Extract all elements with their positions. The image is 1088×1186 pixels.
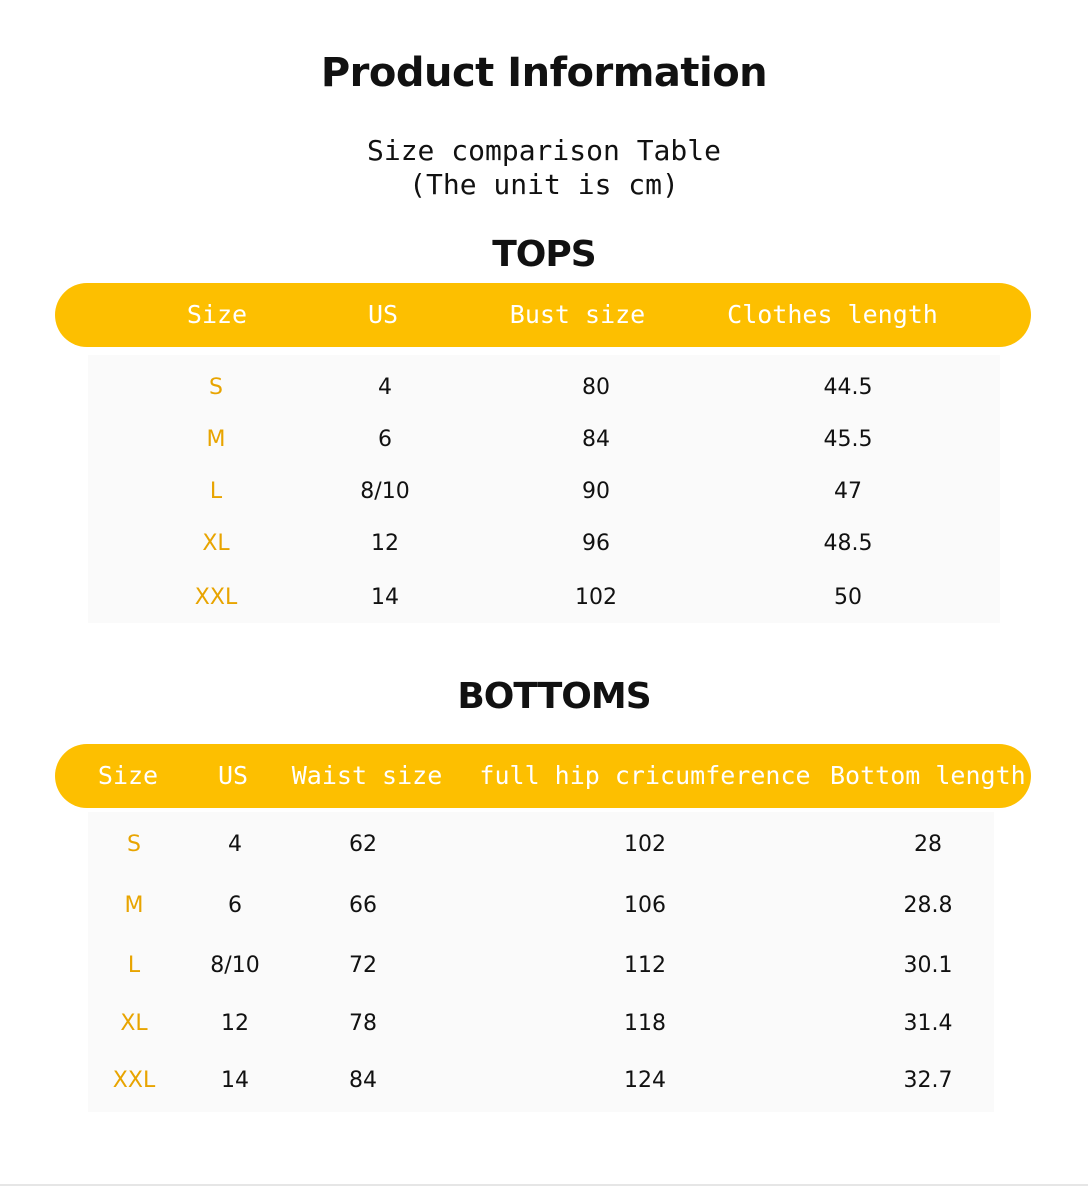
table-cell: 4 (378, 375, 392, 400)
table-cell: 102 (624, 832, 666, 857)
table-cell: 84 (349, 1068, 377, 1093)
page-title: Product Information (320, 50, 768, 96)
bottoms-col-hip: full hip cricumference (479, 761, 811, 790)
bottoms-col-size: Size (97, 761, 159, 790)
size-label: M (206, 427, 226, 452)
table-cell: 90 (582, 479, 610, 504)
table-cell: 80 (582, 375, 610, 400)
bottoms-table-body (88, 812, 994, 1112)
unit-note: (The unit is cm) (409, 168, 679, 201)
size-label: L (127, 953, 141, 978)
tops-table-body (88, 355, 1000, 623)
tops-col-size: Size (186, 300, 248, 329)
tops-col-length: Clothes length (727, 300, 938, 329)
table-cell: 28 (914, 832, 942, 857)
table-cell: 78 (349, 1011, 377, 1036)
tops-heading: TOPS (492, 234, 596, 275)
table-cell: 6 (228, 893, 242, 918)
table-cell: 8/10 (210, 953, 260, 978)
table-cell: 84 (582, 427, 610, 452)
table-cell: 31.4 (903, 1011, 953, 1036)
table-cell: 102 (575, 585, 617, 610)
size-label: S (127, 832, 141, 857)
table-cell: 44.5 (823, 375, 873, 400)
table-cell: 4 (228, 832, 242, 857)
table-cell: 45.5 (823, 427, 873, 452)
size-label: M (124, 893, 144, 918)
table-cell: 6 (378, 427, 392, 452)
table-cell: 72 (349, 953, 377, 978)
bottoms-header-bar (55, 744, 1031, 808)
size-label: XL (120, 1011, 148, 1036)
tops-header-bar (55, 283, 1031, 347)
table-cell: 47 (834, 479, 862, 504)
tops-col-us: US (367, 300, 399, 329)
table-cell: 66 (349, 893, 377, 918)
table-subtitle: Size comparison Table (366, 134, 721, 167)
table-cell: 12 (371, 531, 399, 556)
table-cell: 96 (582, 531, 610, 556)
table-cell: 32.7 (903, 1068, 953, 1093)
bottoms-col-us: US (217, 761, 249, 790)
table-cell: 8/10 (360, 479, 410, 504)
size-label: XL (202, 531, 230, 556)
table-cell: 62 (349, 832, 377, 857)
table-cell: 124 (624, 1068, 666, 1093)
table-cell: 50 (834, 585, 862, 610)
table-cell: 14 (371, 585, 399, 610)
table-cell: 112 (624, 953, 666, 978)
bottoms-col-length: Bottom length (830, 761, 1026, 790)
table-cell: 14 (221, 1068, 249, 1093)
table-cell: 12 (221, 1011, 249, 1036)
bottoms-col-waist: Waist size (291, 761, 443, 790)
size-label: XXL (194, 585, 238, 610)
size-label: XXL (112, 1068, 156, 1093)
table-cell: 106 (624, 893, 666, 918)
size-label: S (209, 375, 223, 400)
size-label: L (209, 479, 223, 504)
table-cell: 118 (624, 1011, 666, 1036)
bottoms-heading: BOTTOMS (457, 676, 651, 717)
table-cell: 30.1 (903, 953, 953, 978)
tops-col-bust: Bust size (509, 300, 646, 329)
table-cell: 28.8 (903, 893, 953, 918)
table-cell: 48.5 (823, 531, 873, 556)
